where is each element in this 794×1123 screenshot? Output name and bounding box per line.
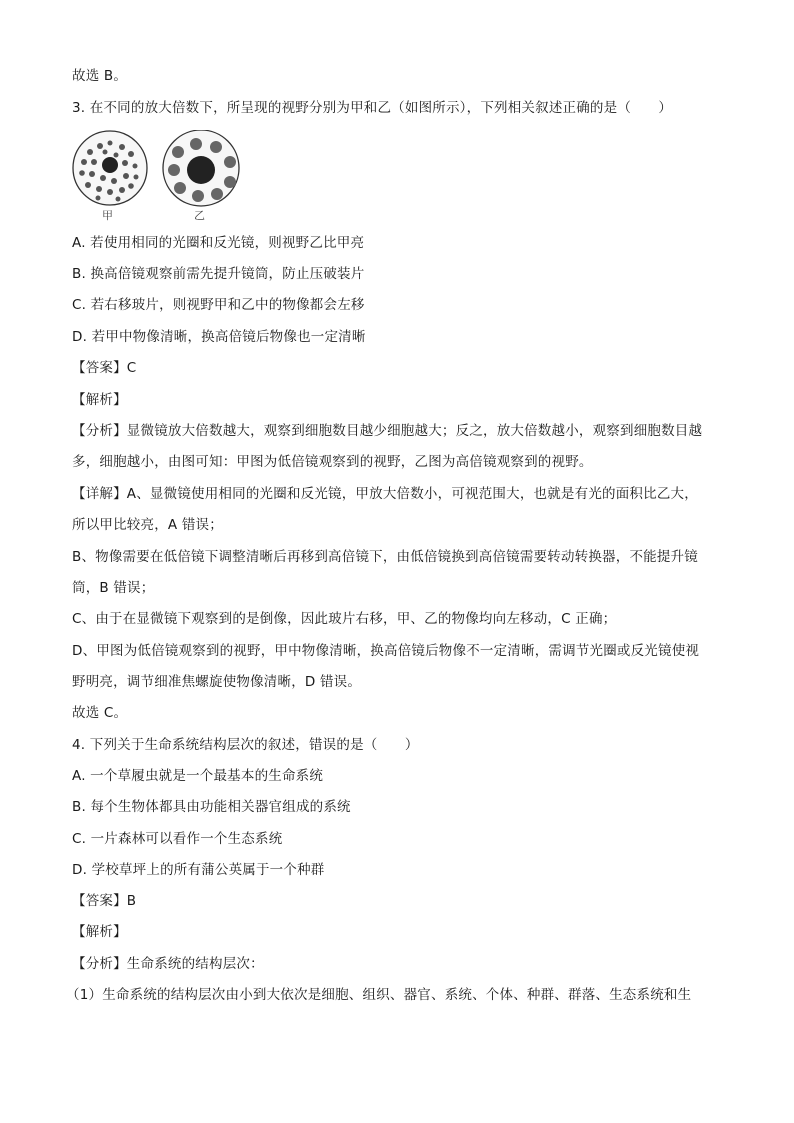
option-a: A. 若使用相同的光圈和反光镜，则视野乙比甲亮 xyxy=(72,235,365,251)
analysis-label: 【解析】 xyxy=(72,392,127,408)
option-a: A. 一个草履虫就是一个最基本的生命系统 xyxy=(72,768,324,784)
answer-label: 【答案】C xyxy=(72,360,137,376)
option-c: C. 一片森林可以看作一个生态系统 xyxy=(72,831,283,847)
text-line: B、物像需要在低倍镜下调整清晰后再移到高倍镜下，由低倍镜换到高倍镜需要转动转换器，不能提升镜 xyxy=(72,549,698,565)
text-line: D、甲图为低倍镜观察到的视野，甲中物像清晰，换高倍镜后物像不一定清晰，需调节光圈或反光镜使视 xyxy=(72,643,700,659)
text-line: 【详解】A、显微镜使用相同的光圈和反光镜，甲放大倍数小，可视范围大，也就是有光的面积比乙大， xyxy=(72,486,698,502)
text-line: 故选 B。 xyxy=(72,68,128,84)
field-low-magnification xyxy=(73,131,147,205)
analysis-label: 【解析】 xyxy=(72,924,127,940)
text-line: 所以甲比较亮，A 错误； xyxy=(72,517,223,533)
text-line: 筒，B 错误； xyxy=(72,580,155,596)
text-line: 多，细胞越小，由图可知：甲图为低倍镜观察到的视野，乙图为高倍镜观察到的视野。 xyxy=(72,454,593,470)
text-line: 【分析】生命系统的结构层次： xyxy=(72,956,264,972)
option-c: C. 若右移玻片，则视野甲和乙中的物像都会左移 xyxy=(72,297,365,313)
text-line: 【分析】显微镜放大倍数越大，观察到细胞数目越少细胞越大；反之，放大倍数越小，观察到细胞数目越 xyxy=(72,423,703,439)
text-line: C、由于在显微镜下观察到的是倒像，因此玻片右移，甲、乙的物像均向左移动，C 正确； xyxy=(72,611,617,627)
field-high-magnification xyxy=(163,130,239,206)
fields-svg xyxy=(70,130,250,222)
figure-label-right: 乙 xyxy=(194,209,206,222)
figure-label-left: 甲 xyxy=(102,209,114,222)
microscope-fields-figure xyxy=(70,130,250,222)
text-line: 野明亮，调节细准焦螺旋使物像清晰，D 错误。 xyxy=(72,674,362,690)
option-b: B. 每个生物体都具由功能相关器官组成的系统 xyxy=(72,799,351,815)
option-d: D. 若甲中物像清晰，换高倍镜后物像也一定清晰 xyxy=(72,329,366,345)
text-line: （1）生命系统的结构层次由小到大依次是细胞、组织、器官、系统、个体、种群、群落、生态系统和生 xyxy=(66,987,692,1003)
option-d: D. 学校草坪上的所有蒲公英属于一个种群 xyxy=(72,862,325,878)
option-b: B. 换高倍镜观察前需先提升镜筒，防止压破装片 xyxy=(72,266,365,282)
text-line: 故选 C。 xyxy=(72,705,128,721)
answer-label: 【答案】B xyxy=(72,893,137,909)
question-3-stem: 3. 在不同的放大倍数下，所呈现的视野分别为甲和乙（如图所示），下列相关叙述正确的是（ ） xyxy=(72,100,673,116)
question-4-stem: 4. 下列关于生命系统结构层次的叙述，错误的是（ ） xyxy=(72,737,419,753)
